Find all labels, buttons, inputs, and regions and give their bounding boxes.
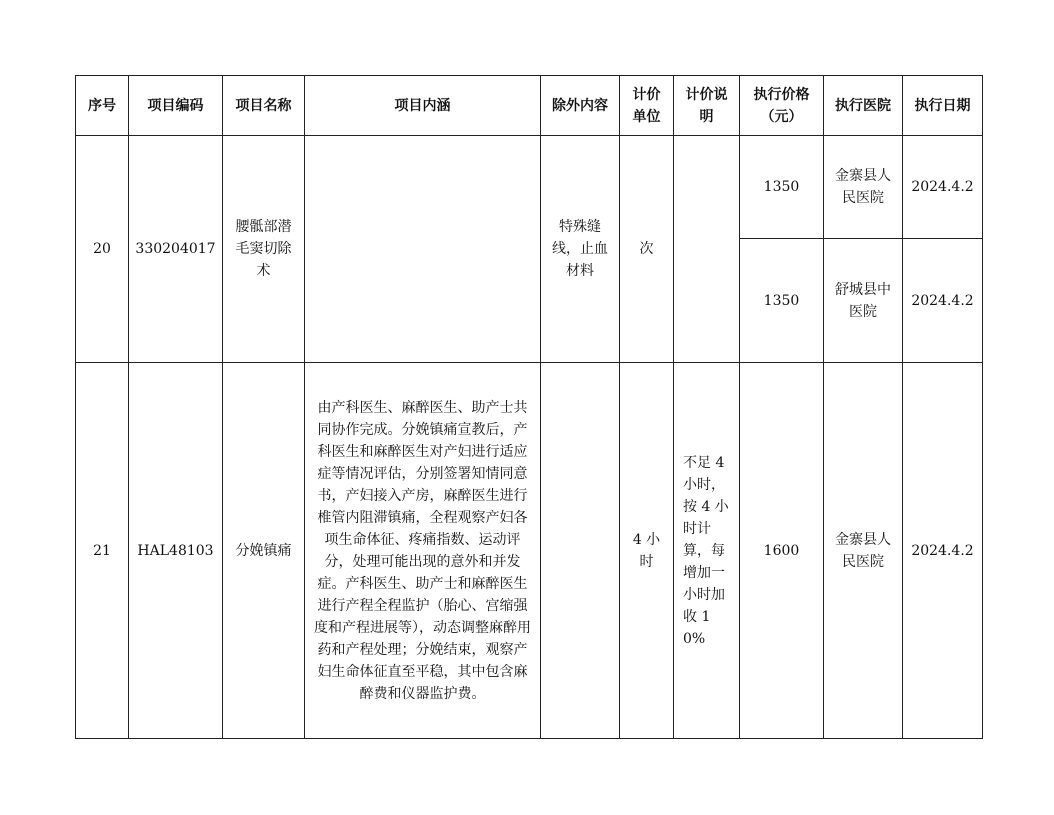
row-note: 不足 4 小时，按 4 小时计算，每增加一小时加收 10%: [674, 363, 740, 739]
header-price: 执行价格（元）: [740, 76, 824, 136]
header-unit: 计价单位: [620, 76, 674, 136]
row-content: [305, 136, 541, 363]
row-code: 330204017: [129, 136, 223, 363]
header-code: 项目编码: [129, 76, 223, 136]
row-unit: 4 小时: [620, 363, 674, 739]
row-price: 1600: [740, 363, 824, 739]
row-name: 腰骶部潜毛窦切除术: [223, 136, 305, 363]
row-code: HAL48103: [129, 363, 223, 739]
table-row: [76, 136, 983, 239]
row-price: 1350: [740, 239, 824, 363]
row-unit: 次: [620, 136, 674, 363]
row-content: 由产科医生、麻醉医生、助产士共同协作完成。分娩镇痛宣教后，产科医生和麻醉医生对产妇进行适应症等情况评估，分别签署知情同意书，产妇接入产房，麻醉医生进行椎管内阻滞镇痛，全程观察产妇各项生命体征、疼痛指数、运动评分，处理可能出现的意外和并发症。产科医生、助产士和麻醉医生进行产程全程监护（胎心、宫缩强度和产程进展等），动态调整麻醉用药和产程处理；分娩结束，观察产妇生命体征直至平稳，其中包含麻醉费和仪器监护费。: [305, 363, 541, 739]
row-hospital: 舒城县中医院: [824, 239, 903, 363]
header-exclusions: 除外内容: [541, 76, 620, 136]
header-hospital: 执行医院: [824, 76, 903, 136]
header-note: 计价说明: [674, 76, 740, 136]
price-table: [75, 75, 983, 739]
row-exclusions: 特殊缝线，止血材料: [541, 136, 620, 363]
row-seq: 21: [76, 363, 129, 739]
row-date: 2024.4.2: [903, 136, 983, 239]
header-content: 项目内涵: [305, 76, 541, 136]
header-row: [76, 76, 983, 136]
row-date: 2024.4.2: [903, 363, 983, 739]
row-note: [674, 136, 740, 363]
header-name: 项目名称: [223, 76, 305, 136]
table-row: [76, 363, 983, 739]
row-hospital: 金寨县人民医院: [824, 363, 903, 739]
header-date: 执行日期: [903, 76, 983, 136]
row-price: 1350: [740, 136, 824, 239]
row-date: 2024.4.2: [903, 239, 983, 363]
row-name: 分娩镇痛: [223, 363, 305, 739]
row-exclusions: [541, 363, 620, 739]
row-seq: 20: [76, 136, 129, 363]
header-seq: 序号: [76, 76, 129, 136]
row-hospital: 金寨县人民医院: [824, 136, 903, 239]
